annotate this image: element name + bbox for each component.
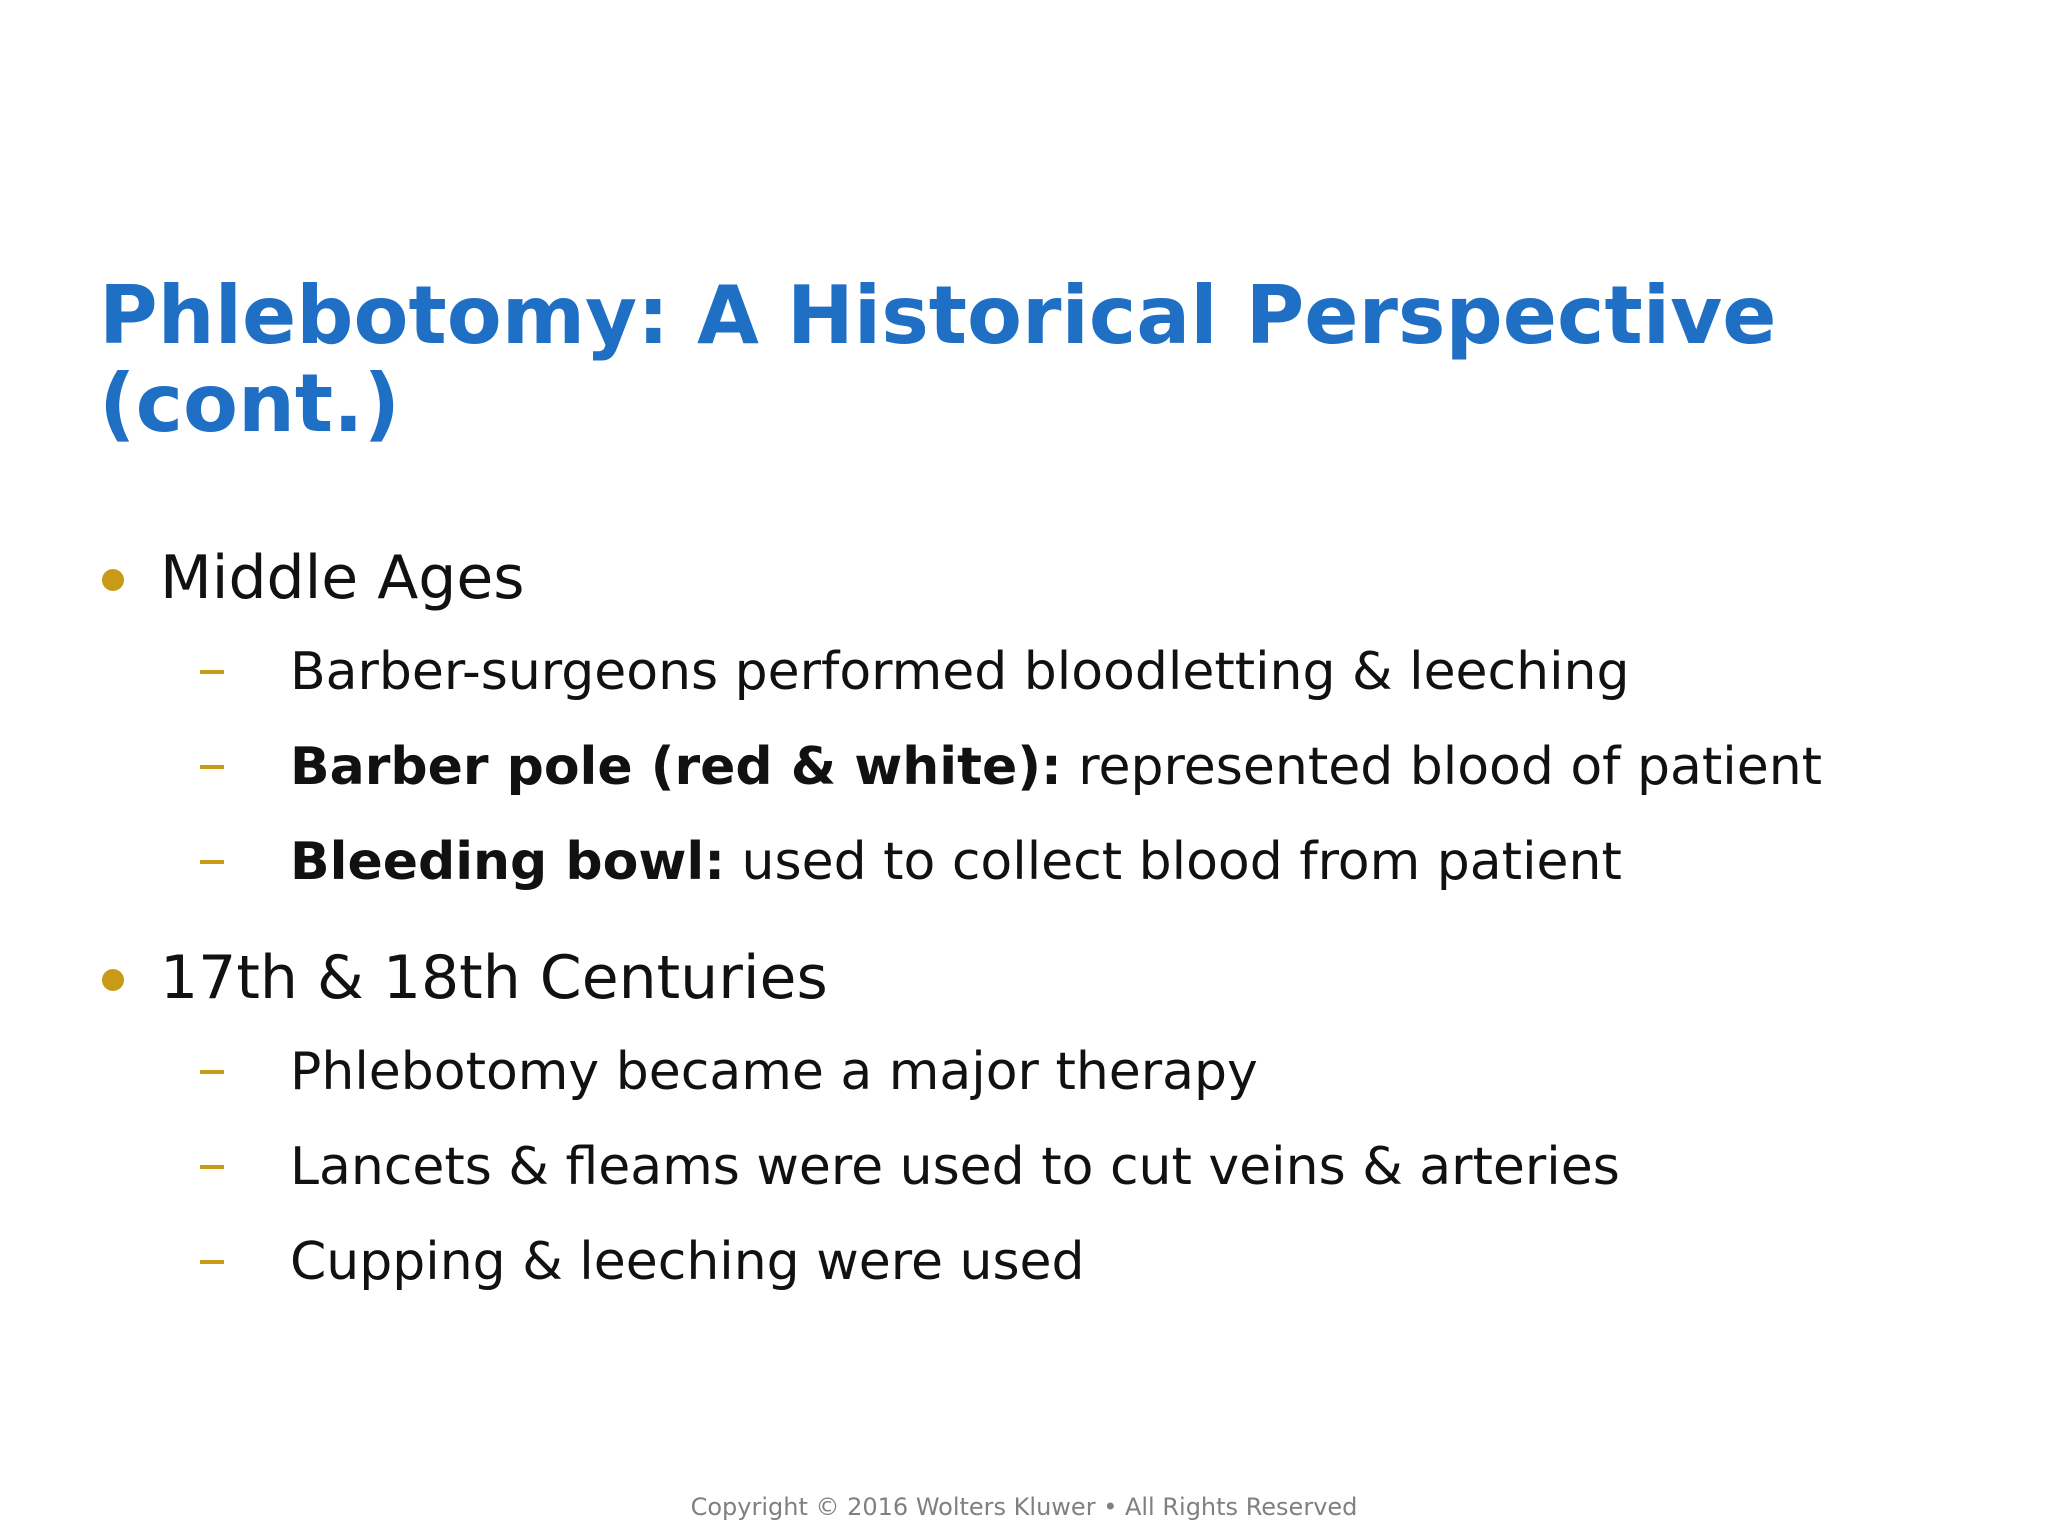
bullet-heading: Middle Ages <box>160 543 525 613</box>
dash-bullet-icon <box>200 1070 224 1074</box>
bullet-item-middle-ages <box>0 538 2048 618</box>
sub-bullet-text <box>290 735 1822 799</box>
bullet-dot-icon <box>102 569 124 591</box>
sub-bullet-text <box>290 1040 1258 1104</box>
sub-bullet-text <box>290 1135 1620 1199</box>
bullet-dot-icon <box>102 969 124 991</box>
sub-bullet-body: Cupping & leeching were used <box>290 1232 1085 1292</box>
sub-bullet-text <box>290 830 1622 894</box>
dash-bullet-icon <box>200 1260 224 1264</box>
sub-bullet-body: used to collect blood from patient <box>725 832 1622 892</box>
slide-title-line-2: (cont.) <box>99 357 401 450</box>
sub-bullet-body: Lancets & fleams were used to cut veins & arteries <box>290 1137 1620 1197</box>
bullet-heading: 17th & 18th Centuries <box>160 943 828 1013</box>
sub-bullet-bold: Barber pole (red & white): <box>290 737 1062 797</box>
sub-bullet-item <box>0 1040 2048 1104</box>
sub-bullet-item <box>0 640 2048 704</box>
sub-bullet-text <box>290 640 1630 704</box>
copyright-footer: Copyright © 2016 Wolters Kluwer • All Rights Reserved <box>690 1493 1358 1521</box>
sub-bullet-item <box>0 1230 2048 1294</box>
slide-title-line-1: Phlebotomy: A Historical Perspective <box>99 269 1777 362</box>
sub-bullet-body: represented blood of patient <box>1061 737 1823 797</box>
dash-bullet-icon <box>200 670 224 674</box>
bullet-item-17th-18th-centuries <box>0 938 2048 1018</box>
slide-title <box>99 269 1979 450</box>
sub-bullet-body: Phlebotomy became a major therapy <box>290 1042 1258 1102</box>
dash-bullet-icon <box>200 1165 224 1169</box>
sub-bullet-text <box>290 1230 1085 1294</box>
sub-bullet-item <box>0 1135 2048 1199</box>
sub-bullet-item <box>0 830 2048 894</box>
sub-bullet-bold: Bleeding bowl: <box>290 832 725 892</box>
sub-bullet-body: Barber-surgeons performed bloodletting & leeching <box>290 642 1630 702</box>
sub-bullet-item <box>0 735 2048 799</box>
dash-bullet-icon <box>200 765 224 769</box>
dash-bullet-icon <box>200 860 224 864</box>
